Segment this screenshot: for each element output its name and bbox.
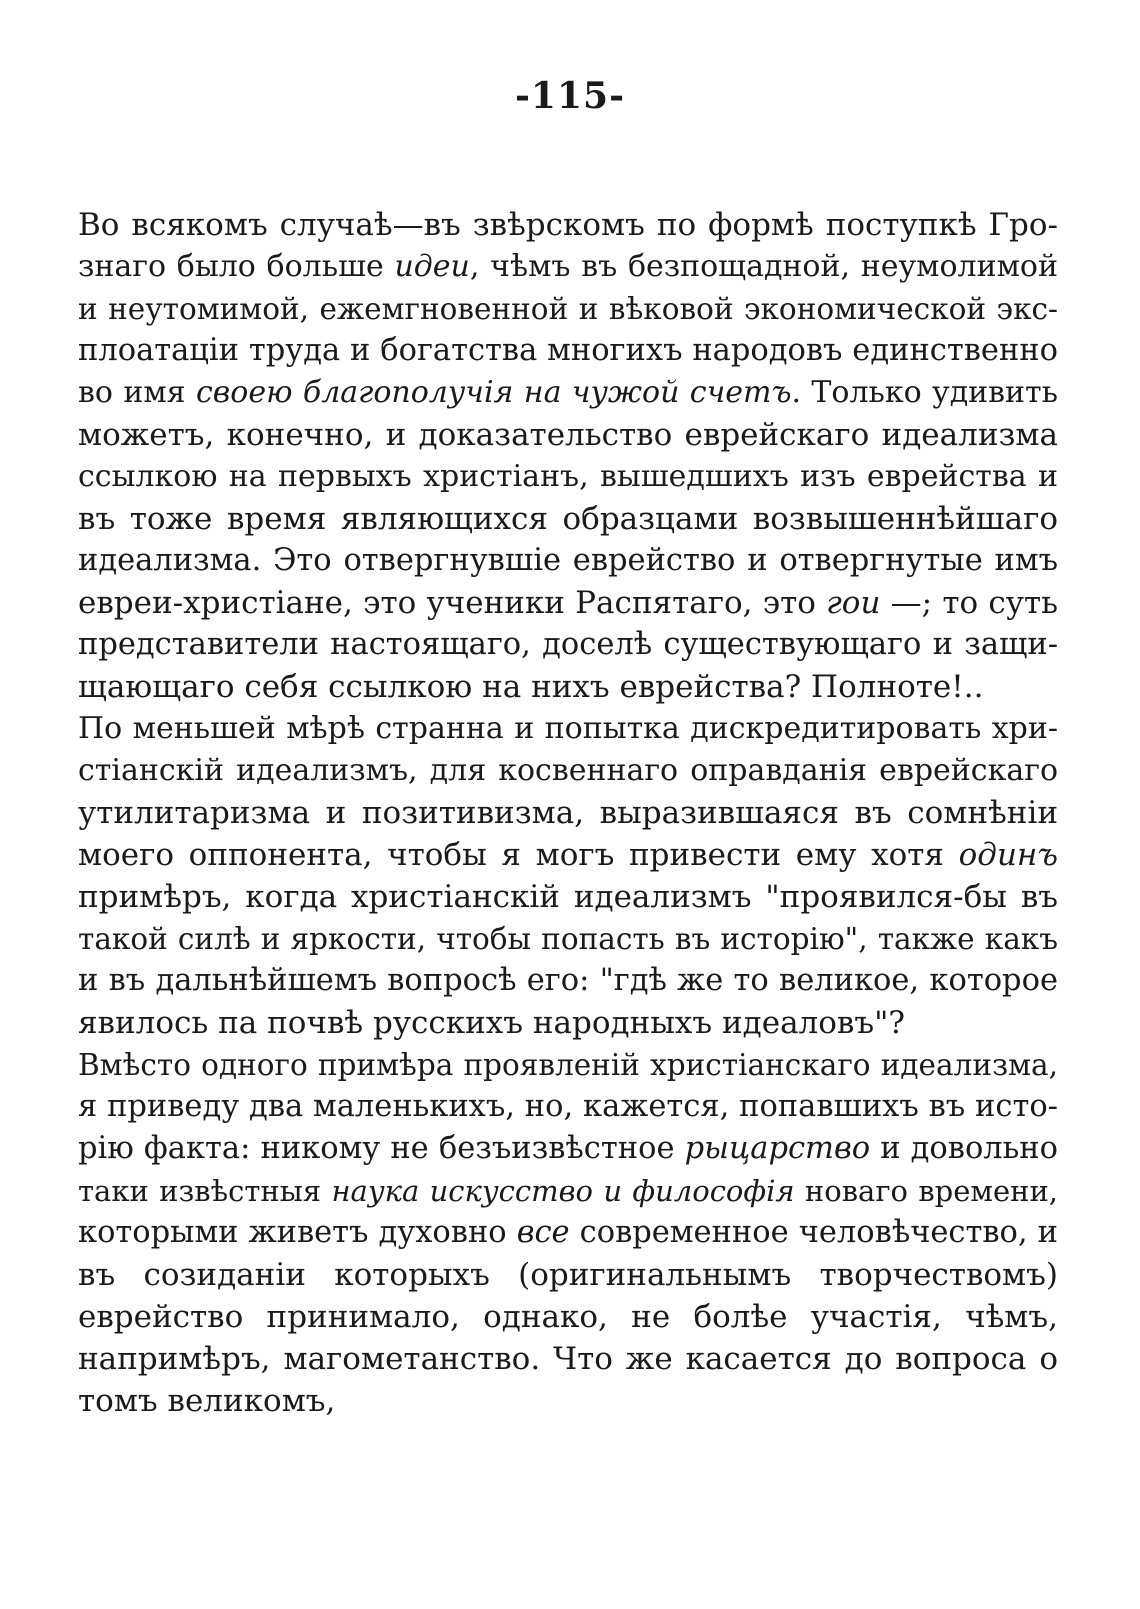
text-line	[78, 498, 1058, 540]
text-segment: утилитаризма и позитивизма, выразившаяся въ сомнѣніи	[78, 795, 1058, 831]
text-segment: томъ великомъ,	[78, 1383, 336, 1419]
text-segment: Вмѣсто одного примѣра проявленій христіанскаго идеализма,	[78, 1048, 1058, 1082]
text-line	[78, 204, 1058, 246]
text-line	[78, 414, 1058, 456]
text-segment: евреи-христіане, это ученики Распятаго, это	[78, 585, 827, 621]
text-line	[78, 456, 1058, 498]
text-line	[78, 1380, 1058, 1422]
text-line	[78, 1128, 1058, 1170]
text-segment: современное человѣчество, и	[569, 1215, 1058, 1250]
text-line	[78, 960, 1058, 1002]
text-segment: представители настоящаго, доселѣ существующаго и защи-	[78, 627, 1058, 662]
text-segment: явилось па почвѣ русскихъ народныхъ идеаловъ"?	[78, 1005, 905, 1041]
text-segment: можетъ, конечно, и доказательство еврейскаго идеализма	[78, 417, 1058, 453]
text-segment: —; то суть	[880, 585, 1058, 621]
text-line	[78, 1044, 1058, 1086]
text-line	[78, 1170, 1058, 1212]
italic-text: одинъ	[958, 837, 1058, 873]
italic-text: своею благополучія на чужой счетъ	[196, 375, 792, 410]
italic-text: рыцарство	[684, 1131, 871, 1166]
text-segment: я приведу два маленькихъ, но, кажется, попавшихъ въ исто-	[78, 1089, 1058, 1124]
text-segment: По меньшей мѣрѣ странна и попытка дискредитировать хри-	[78, 711, 1058, 746]
text-line	[78, 246, 1058, 288]
text-segment: таки извѣстныя	[78, 1174, 332, 1208]
text-line	[78, 750, 1058, 792]
text-line	[78, 1086, 1058, 1128]
italic-text: идеи	[394, 249, 470, 284]
text-segment: такой силѣ и яркости, чтобы попасть въ исторію", также какъ	[78, 922, 1058, 956]
text-segment: и въ дальнѣйшемъ вопросѣ его: "гдѣ же то великое, которое	[78, 963, 1058, 998]
text-segment: и неутомимой, ежемгновенной и вѣковой экономической экс-	[78, 292, 1058, 326]
text-segment: напримѣръ, магометанство. Что же касается до вопроса о	[78, 1341, 1058, 1377]
text-segment: въ тоже время являющихся образцами возвышеннѣйшаго	[78, 501, 1058, 537]
text-segment: моего оппонента, чтобы я могъ привести ему хотя	[78, 837, 959, 873]
text-segment: плоатаціи труда и богатства многихъ народовъ единственно	[78, 333, 1058, 368]
body-text	[78, 204, 1058, 1422]
text-line	[78, 582, 1058, 624]
text-line	[78, 1296, 1058, 1338]
page-number: -115-	[514, 75, 626, 117]
text-line	[78, 876, 1058, 918]
text-segment: рію факта: никому не безъизвѣстное	[78, 1131, 685, 1166]
text-segment: примѣръ, когда христіанскій идеализмъ "проявился-бы въ	[78, 879, 1058, 915]
text-segment: и довольно	[870, 1131, 1058, 1166]
text-line	[78, 666, 1058, 708]
text-line	[78, 624, 1058, 666]
italic-text: гои	[826, 585, 881, 621]
text-line	[78, 834, 1058, 876]
text-line	[78, 1212, 1058, 1254]
text-segment: знаго было больше	[78, 249, 395, 284]
text-line	[78, 372, 1058, 414]
italic-text: наука искусство и философія	[331, 1174, 795, 1208]
text-segment: стіанскій идеализмъ, для косвеннаго оправданія еврейскаго	[78, 753, 1058, 788]
text-line	[78, 1338, 1058, 1380]
text-segment: въ созиданіи которыхъ (оригинальнымъ творчествомъ)	[78, 1257, 1058, 1293]
text-line	[78, 1002, 1058, 1044]
text-segment: , чѣмъ въ безпощадной, неумолимой	[469, 249, 1058, 284]
text-segment: Во всякомъ случаѣ—въ звѣрскомъ по формѣ поступкѣ Гро-	[78, 207, 1058, 243]
text-segment: ссылкою на первыхъ христіанъ, вышедшихъ изъ еврейства и	[78, 459, 1058, 494]
text-line	[78, 708, 1058, 750]
text-segment: которыми живетъ духовно	[78, 1215, 517, 1250]
text-segment: еврейство принимало, однако, не болѣе участія, чѣмъ,	[78, 1299, 1058, 1335]
italic-text: все	[516, 1215, 570, 1250]
text-line	[78, 330, 1058, 372]
text-segment: идеализма. Это отвергнувшіе еврейство и отвергнутые имъ	[78, 543, 1058, 578]
text-segment: щающаго себя ссылкою на нихъ еврейства? Полноте!..	[78, 669, 984, 705]
text-line	[78, 792, 1058, 834]
text-line	[78, 540, 1058, 582]
text-line	[78, 288, 1058, 330]
text-segment: . Только удивить	[791, 375, 1058, 410]
text-segment: во имя	[78, 375, 196, 410]
text-segment: новаго времени,	[794, 1174, 1058, 1208]
text-line	[78, 1254, 1058, 1296]
text-line	[78, 918, 1058, 960]
